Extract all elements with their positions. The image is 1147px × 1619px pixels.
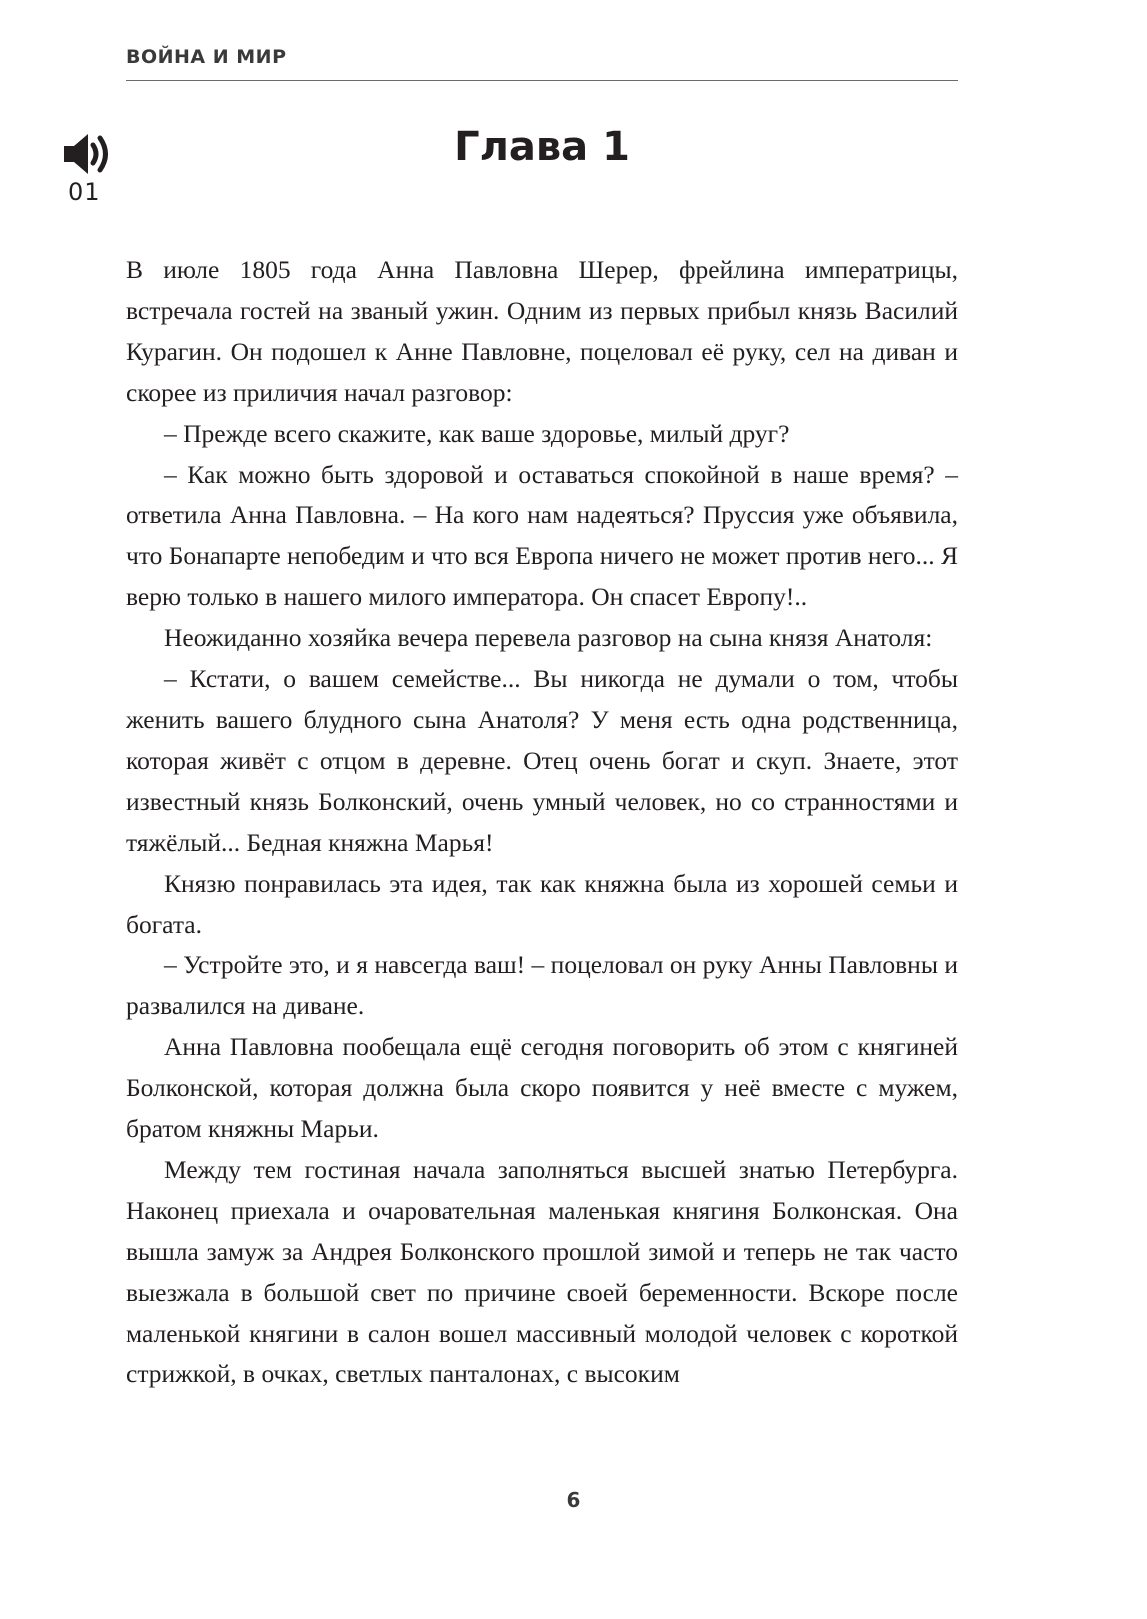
paragraph: В июле 1805 года Анна Павловна Шерер, фрейлина императрицы, встречала гостей на званый ужин. Одним из первых прибыл князь Василий Курагин. Он подошел к Анне Павловне, поцеловал её руку, сел на диван и скорее из приличия начал разговор: <box>126 255 958 407</box>
audio-track-number: 01 <box>68 178 101 206</box>
header-divider <box>126 80 958 81</box>
paragraph: – Как можно быть здоровой и оставаться спокойной в наше время? – ответила Анна Павловна. – На кого нам надеяться? Пруссия уже объявила, что Бонапарте непобедим и что вся Европа ничего не может против него... Я верю только в нашего милого императора. Он спасет Европу!.. <box>126 459 958 612</box>
paragraph: – Устройте это, и я навсегда ваш! – поцеловал он руку Анны Павловны и развалился на диване. <box>126 950 958 1021</box>
body-text <box>126 250 958 1395</box>
paragraph: Анна Павловна пообещала ещё сегодня поговорить об этом с княгиней Болконской, которая должна была скоро появится у неё вместе с мужем, братом княжны Марьи. <box>126 1032 958 1144</box>
audio-track[interactable] <box>60 132 120 206</box>
paragraph: Между тем гостиная начала заполняться высшей знатью Петербурга. Наконец приехала и очаровательная маленькая княгиня Болконская. Она вышла замуж за Андрея Болконского прошлой зимой и теперь не так часто выезжала в большой свет по причине своей беременности. Вскоре после маленькой княгини в салон вошел массивный молодой человек с короткой стрижкой, в очках, светлых панталонах, с высоким <box>126 1154 958 1389</box>
speaker-icon[interactable] <box>60 132 120 176</box>
running-header-title: ВОЙНА И МИР <box>126 46 287 68</box>
page-number: 6 <box>566 1488 581 1512</box>
paragraph: – Кстати, о вашем семействе... Вы никогда не думали о том, чтобы женить вашего блудного сына Анатоля? У меня есть одна родственница, которая живёт с отцом в деревне. Отец очень богат и скуп. Знаете, этот известный князь Болконский, очень умный человек, но со странностями и тяжёлый... Бедная княжна Марья! <box>126 664 958 857</box>
paragraph: – Прежде всего скажите, как ваше здоровье, милый друг? <box>164 418 790 448</box>
chapter-title: Глава 1 <box>454 124 630 170</box>
paragraph: Князю понравилась эта идея, так как княжна была из хорошей семьи и богата. <box>126 868 958 939</box>
paragraph: Неожиданно хозяйка вечера перевела разговор на сына князя Анатоля: <box>164 623 933 653</box>
